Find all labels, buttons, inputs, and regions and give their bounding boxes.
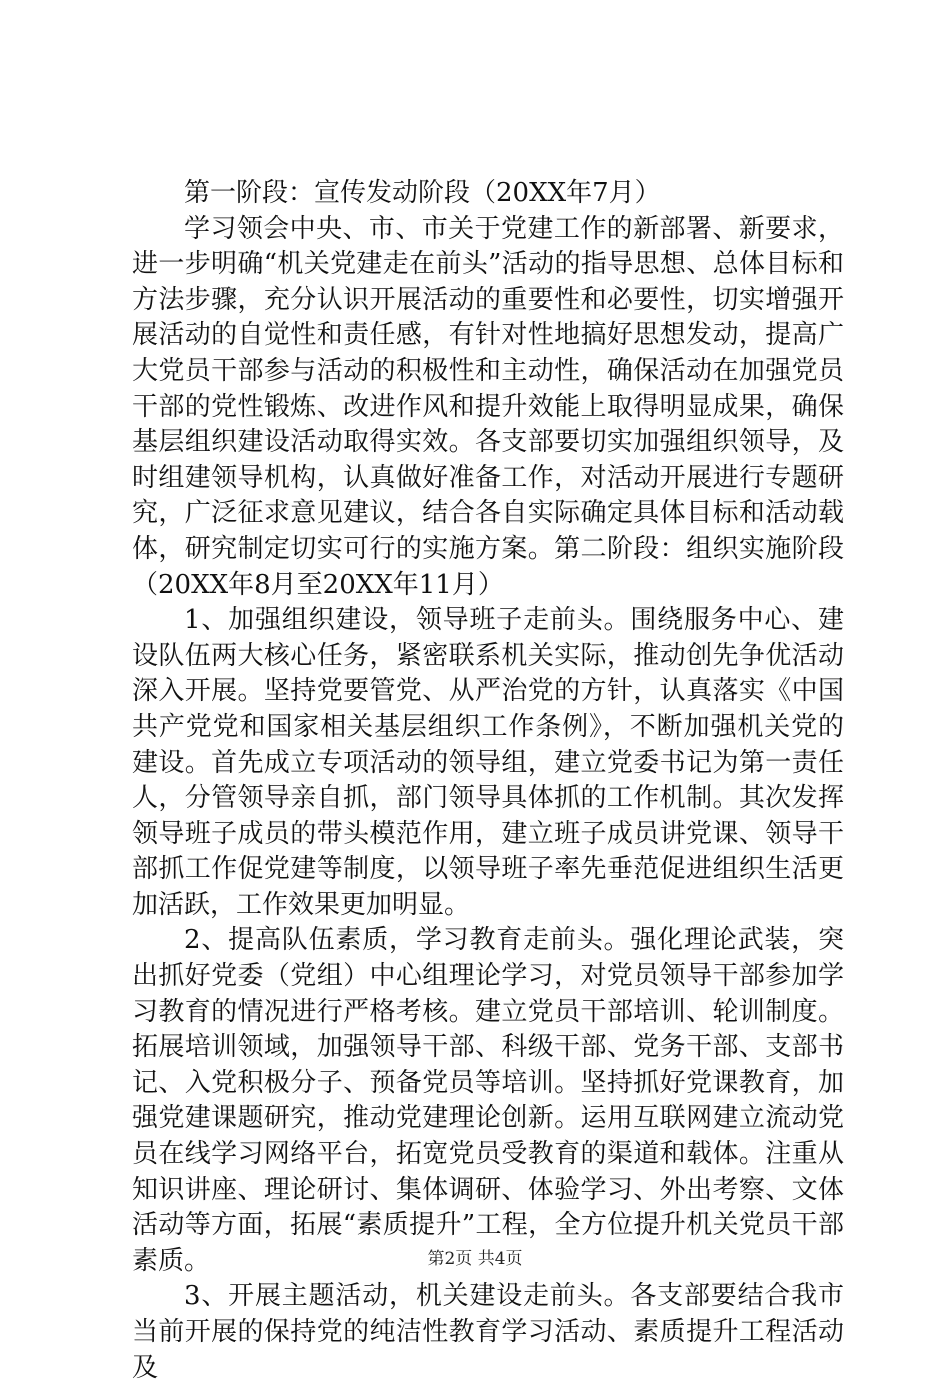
page-number-footer: 第2页 共4页: [427, 1249, 523, 1269]
stage-one-paragraph: 学习领会中央、市、市关于党建工作的新部署、新要求，进一步明确“机关党建走在前头”活动的指导思想、总体目标和方法步骤，充分认识开展活动的重要性和必要性，切实增强开展活动的自觉性和责任感，有针对性地搞好思想发动，提高广大党员干部参与活动的积极性和主动性，确保活动在加强党员干部的党性锻炼、改进作风和提升效能上取得明显成果，确保基层组织建设活动取得实效。各支部要切实加强组织领导，及时组建领导机构，认真做好准备工作，对活动开展进行专题研究，广泛征求意见建议，结合各自实际确定具体目标和活动载体，研究制定切实可行的实施方案。第二阶段：组织实施阶段（20XX年8月至20XX年11月）: [132, 213, 844, 600]
item-3-paragraph: 3、开展主题活动，机关建设走前头。各支部要结合我市当前开展的保持党的纯洁性教育学习活动、素质提升工程活动及: [132, 1281, 844, 1383]
item-2-paragraph: 2、提高队伍素质，学习教育走前头。强化理论武装，突出抓好党委（党组）中心组理论学习，对党员领导干部参加学习教育的情况进行严格考核。建立党员干部培训、轮训制度。拓展培训领域，加强领导干部、科级干部、党务干部、支部书记、入党积极分子、预备党员等培训。坚持抓好党课教育，加强党建课题研究，推动党建理论创新。运用互联网建立流动党员在线学习网络平台，拓宽党员受教育的渠道和载体。注重从知识讲座、理论研讨、集体调研、体验学习、外出考察、文体活动等方面，拓展“素质提升”工程，全方位提升机关党员干部素质。: [132, 925, 844, 1276]
document-body: [132, 176, 844, 1386]
item-1-paragraph: 1、加强组织建设，领导班子走前头。围绕服务中心、建设队伍两大核心任务，紧密联系机关实际，推动创先争优活动深入开展。坚持党要管党、从严治党的方针，认真落实《中国共产党党和国家相关基层组织工作条例》，不断加强机关党的建设。首先成立专项活动的领导组，建立党委书记为第一责任人，分管领导亲自抓，部门领导具体抓的工作机制。其次发挥领导班子成员的带头模范作用，建立班子成员讲党课、领导干部抓工作促党建等制度，以领导班子率先垂范促进组织生活更加活跃，工作效果更加明显。: [132, 605, 844, 920]
stage-one-heading: 第一阶段：宣传发动阶段（20XX年7月）: [184, 178, 661, 208]
